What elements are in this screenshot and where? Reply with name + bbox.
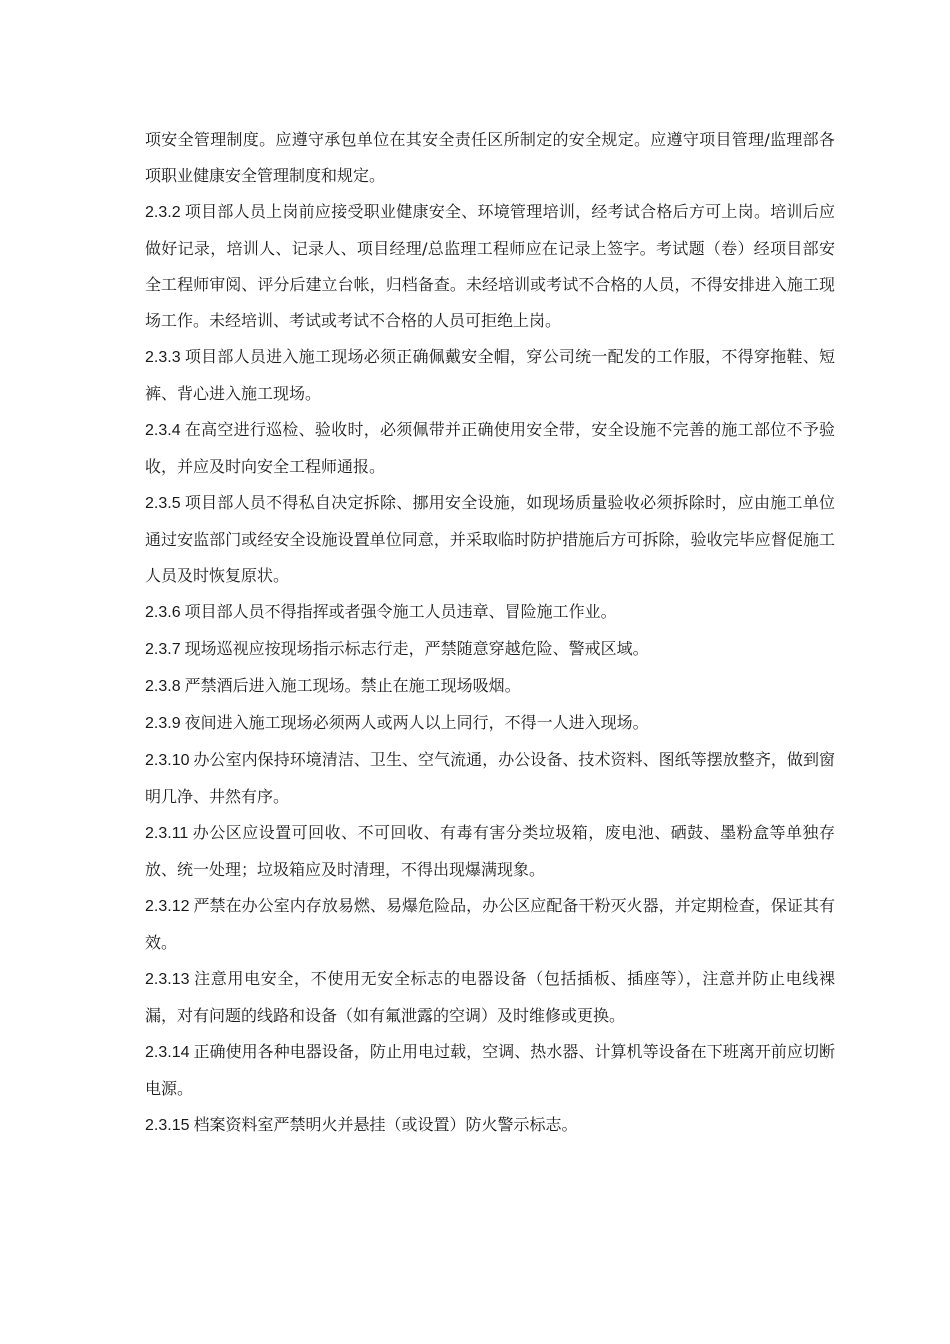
paragraph-text: 夜间进入施工现场必须两人或两人以上同行，不得一人进入现场。 (184, 713, 649, 732)
paragraph-2-3-15 (145, 1107, 835, 1144)
paragraph-text: 严禁在办公室内存放易燃、易爆危险品，办公区应配备干粉灭火器，并定期检查，保证其有效。 (145, 896, 835, 952)
paragraph-text: 办公区应设置可回收、不可回收、有毒有害分类垃圾箱，废电池、硒鼓、墨粉盒等单独存放、统一处理；垃圾箱应及时清理，不得出现爆满现象。 (145, 823, 835, 879)
paragraph-text: 注意用电安全，不使用无安全标志的电器设备（包括插板、插座等），注意并防止电线裸漏，对有问题的线路和设备（如有氟泄露的空调）及时维修或更换。 (145, 969, 835, 1025)
clause-number: 2.3.5 (145, 495, 181, 512)
paragraph-2-3-8 (145, 668, 835, 705)
clause-number: 2.3.13 (145, 971, 190, 988)
paragraph-2-3-9 (145, 705, 835, 742)
clause-number: 2.3.10 (145, 752, 190, 769)
clause-number: 2.3.11 (145, 825, 189, 842)
clause-number: 2.3.8 (145, 678, 181, 695)
paragraph-2-3-2 (145, 194, 835, 339)
paragraph-2-3-6 (145, 594, 835, 631)
paragraph-text: 在高空进行巡检、验收时，必须佩带并正确使用安全带，安全设施不完善的施工部位不予验收，并应及时向安全工程师通报。 (145, 420, 835, 476)
paragraph-2-3-11 (145, 815, 835, 888)
paragraph-2-3-10 (145, 742, 835, 815)
paragraph-text: 办公室内保持环境清洁、卫生、空气流通，办公设备、技术资料、图纸等摆放整齐，做到窗明几净、井然有序。 (145, 750, 835, 806)
paragraph-continued (145, 122, 835, 194)
clause-number: 2.3.14 (145, 1044, 190, 1061)
paragraph-text: 现场巡视应按现场指示标志行走，严禁随意穿越危险、警戒区域。 (184, 639, 649, 658)
paragraph-2-3-7 (145, 631, 835, 668)
clause-number: 2.3.7 (145, 641, 181, 658)
paragraph-text: 项目部人员不得私自决定拆除、挪用安全设施，如现场质量验收必须拆除时，应由施工单位通过安监部门或经安全设施设置单位同意，并采取临时防护措施后方可拆除，验收完毕应督促施工人员及时恢复原状。 (145, 493, 835, 585)
clause-number: 2.3.3 (145, 349, 181, 366)
paragraph-2-3-13 (145, 961, 835, 1034)
clause-number: 2.3.4 (145, 422, 181, 439)
paragraph-2-3-5 (145, 485, 835, 594)
paragraph-2-3-12 (145, 888, 835, 961)
paragraph-text: 严禁酒后进入施工现场。禁止在施工现场吸烟。 (184, 676, 521, 695)
paragraph-2-3-3 (145, 339, 835, 412)
paragraph-2-3-4 (145, 412, 835, 485)
paragraph-2-3-14 (145, 1034, 835, 1107)
clause-number: 2.3.6 (145, 604, 181, 621)
clause-number: 2.3.9 (145, 715, 181, 732)
clause-number: 2.3.12 (145, 898, 190, 915)
document-body (145, 122, 835, 1144)
clause-number: 2.3.15 (145, 1117, 190, 1134)
paragraph-text: 项安全管理制度。应遵守承包单位在其安全责任区所制定的安全规定。应遵守项目管理/监理部各项职业健康安全管理制度和规定。 (145, 130, 835, 185)
paragraph-text: 档案资料室严禁明火并悬挂（或设置）防火警示标志。 (193, 1115, 578, 1134)
paragraph-text: 项目部人员进入施工现场必须正确佩戴安全帽，穿公司统一配发的工作服，不得穿拖鞋、短裤、背心进入施工现场。 (145, 347, 835, 403)
paragraph-text: 正确使用各种电器设备，防止用电过载，空调、热水器、计算机等设备在下班离开前应切断电源。 (145, 1042, 835, 1098)
clause-number: 2.3.2 (145, 204, 181, 221)
paragraph-text: 项目部人员上岗前应接受职业健康安全、环境管理培训，经考试合格后方可上岗。培训后应做好记录，培训人、记录人、项目经理/总监理工程师应在记录上签字。考试题（卷）经项目部安全工程师审阅、评分后建立台帐，归档备查。未经培训或考试不合格的人员，不得安排进入施工现场工作。未经培训、考试或考试不合格的人员可拒绝上岗。 (145, 202, 835, 330)
paragraph-text: 项目部人员不得指挥或者强令施工人员违章、冒险施工作业。 (184, 602, 617, 621)
